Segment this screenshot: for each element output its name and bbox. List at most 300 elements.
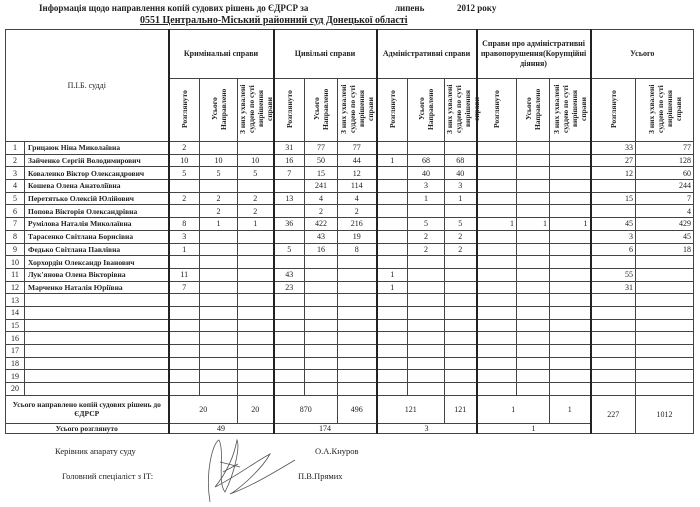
table-cell: 1 bbox=[408, 192, 445, 205]
table-cell bbox=[408, 357, 445, 370]
table-cell bbox=[517, 192, 550, 205]
table-cell: 1 bbox=[377, 154, 408, 167]
judge-name: Попова Вікторія Олександрівна bbox=[25, 205, 169, 218]
table-row bbox=[6, 281, 694, 294]
table-cell bbox=[550, 345, 591, 358]
table-cell bbox=[550, 180, 591, 193]
table-row bbox=[6, 294, 694, 307]
table-cell bbox=[477, 370, 517, 383]
table-cell: 68 bbox=[408, 154, 445, 167]
table-cell: 55 bbox=[591, 268, 636, 281]
row-number: 18 bbox=[6, 357, 25, 370]
table-cell bbox=[636, 332, 694, 345]
judge-name bbox=[25, 383, 169, 396]
table-cell bbox=[636, 370, 694, 383]
table-cell bbox=[377, 306, 408, 319]
table-cell: 216 bbox=[338, 218, 377, 231]
table-cell: 45 bbox=[636, 230, 694, 243]
table-cell bbox=[338, 256, 377, 269]
table-cell bbox=[550, 230, 591, 243]
table-cell: 19 bbox=[338, 230, 377, 243]
table-cell bbox=[636, 357, 694, 370]
table-cell: 3 bbox=[408, 180, 445, 193]
table-cell bbox=[377, 180, 408, 193]
table-cell bbox=[377, 205, 408, 218]
table-cell bbox=[238, 243, 274, 256]
table-cell: 16 bbox=[305, 243, 338, 256]
table-cell: 3 bbox=[445, 180, 477, 193]
table-cell: 7 bbox=[636, 192, 694, 205]
table-cell bbox=[550, 154, 591, 167]
table-cell bbox=[169, 370, 200, 383]
table-cell bbox=[517, 154, 550, 167]
table-cell bbox=[445, 268, 477, 281]
table-cell: 3 bbox=[169, 230, 200, 243]
table-cell bbox=[591, 357, 636, 370]
sub-header bbox=[591, 79, 636, 142]
row-number: 17 bbox=[6, 345, 25, 358]
totals-decided-cell: 20 bbox=[238, 395, 274, 423]
table-cell bbox=[550, 294, 591, 307]
row-number: 19 bbox=[6, 370, 25, 383]
table-cell bbox=[517, 345, 550, 358]
table-cell bbox=[550, 306, 591, 319]
totals-reviewed-label: Усього розглянуто bbox=[6, 423, 169, 433]
totals-sent-cell: 20 bbox=[169, 395, 238, 423]
table-cell bbox=[408, 142, 445, 155]
sub-header-label: Розглянуто bbox=[387, 90, 397, 128]
judge-name bbox=[25, 306, 169, 319]
table-cell: 10 bbox=[200, 154, 238, 167]
table-cell: 16 bbox=[274, 154, 305, 167]
table-cell bbox=[636, 345, 694, 358]
table-cell bbox=[477, 306, 517, 319]
judge-name-header: П.І.Б. судді bbox=[6, 30, 169, 142]
table-cell bbox=[550, 243, 591, 256]
table-cell: 40 bbox=[408, 167, 445, 180]
table-cell bbox=[305, 370, 338, 383]
table-cell bbox=[550, 281, 591, 294]
table-cell bbox=[200, 306, 238, 319]
table-cell bbox=[238, 256, 274, 269]
table-cell bbox=[445, 370, 477, 383]
table-cell bbox=[550, 192, 591, 205]
table-cell bbox=[636, 294, 694, 307]
sub-header-label: З них ухвалені суддею по суті вирішення справи bbox=[551, 84, 588, 134]
table-cell bbox=[338, 357, 377, 370]
table-cell: 241 bbox=[305, 180, 338, 193]
row-number: 8 bbox=[6, 230, 25, 243]
table-cell: 114 bbox=[338, 180, 377, 193]
table-cell bbox=[591, 370, 636, 383]
row-number: 3 bbox=[6, 167, 25, 180]
sub-header-label: Усього Направлено bbox=[312, 88, 330, 130]
table-cell bbox=[477, 357, 517, 370]
sub-header-label: Усього Направлено bbox=[209, 88, 228, 130]
table-cell bbox=[445, 383, 477, 396]
table-cell bbox=[377, 256, 408, 269]
table-cell: 6 bbox=[591, 243, 636, 256]
table-cell bbox=[169, 256, 200, 269]
table-cell bbox=[517, 243, 550, 256]
totals-reviewed-cell: 174 bbox=[274, 423, 377, 433]
judge-name bbox=[25, 345, 169, 358]
table-cell bbox=[408, 294, 445, 307]
table-cell bbox=[274, 205, 305, 218]
table-cell bbox=[477, 294, 517, 307]
totals-decided-cell: 121 bbox=[445, 395, 477, 423]
signatory-name-2: П.В.Прямих bbox=[298, 471, 343, 481]
table-cell bbox=[477, 230, 517, 243]
group-header: Цивільні справи bbox=[274, 30, 377, 79]
totals-reviewed-cell: 1 bbox=[477, 423, 591, 433]
table-cell bbox=[550, 370, 591, 383]
table-cell bbox=[408, 256, 445, 269]
table-cell bbox=[517, 268, 550, 281]
group-header-row bbox=[6, 30, 694, 79]
signatory-role-1: Керівник апарату суду bbox=[55, 446, 136, 456]
year: 2012 року bbox=[457, 3, 497, 13]
table-cell bbox=[408, 332, 445, 345]
row-number: 5 bbox=[6, 192, 25, 205]
table-cell bbox=[408, 306, 445, 319]
sub-header bbox=[377, 79, 408, 142]
table-cell bbox=[274, 345, 305, 358]
judge-name: Румілова Наталія Миколаївна bbox=[25, 218, 169, 231]
table-cell bbox=[408, 345, 445, 358]
table-cell: 10 bbox=[238, 154, 274, 167]
table-cell bbox=[550, 319, 591, 332]
table-cell: 31 bbox=[591, 281, 636, 294]
judge-name bbox=[25, 319, 169, 332]
table-cell bbox=[377, 142, 408, 155]
month: липень bbox=[395, 3, 425, 13]
table-cell: 10 bbox=[169, 154, 200, 167]
table-cell bbox=[550, 357, 591, 370]
table-cell: 27 bbox=[591, 154, 636, 167]
table-cell bbox=[238, 180, 274, 193]
table-cell: 1 bbox=[377, 281, 408, 294]
grand-total-reviewed: 227 bbox=[591, 395, 636, 433]
table-row bbox=[6, 142, 694, 155]
table-cell bbox=[338, 345, 377, 358]
table-cell bbox=[591, 306, 636, 319]
table-cell bbox=[591, 205, 636, 218]
table-cell bbox=[477, 142, 517, 155]
table-cell: 15 bbox=[305, 167, 338, 180]
table-cell bbox=[200, 370, 238, 383]
sub-header bbox=[338, 79, 377, 142]
table-cell bbox=[517, 383, 550, 396]
grand-total-decided: 1012 bbox=[636, 395, 694, 433]
table-cell bbox=[200, 256, 238, 269]
table-cell bbox=[517, 332, 550, 345]
table-cell bbox=[445, 306, 477, 319]
table-row bbox=[6, 218, 694, 231]
sub-header-label: З них ухвалені суддею по суті вирішення справи bbox=[646, 84, 683, 134]
table-cell bbox=[477, 345, 517, 358]
table-cell bbox=[200, 319, 238, 332]
table-cell bbox=[445, 142, 477, 155]
table-cell: 1 bbox=[238, 218, 274, 231]
group-header: Справи про адміністративні правопорушення(Корупційні діяння) bbox=[477, 30, 591, 79]
table-cell: 12 bbox=[591, 167, 636, 180]
table-cell bbox=[238, 268, 274, 281]
table-cell bbox=[445, 281, 477, 294]
table-row bbox=[6, 256, 694, 269]
table-row bbox=[6, 345, 694, 358]
table-cell bbox=[338, 332, 377, 345]
judge-name: Хорхордін Олександр Іванович bbox=[25, 256, 169, 269]
row-number: 14 bbox=[6, 306, 25, 319]
table-cell: 5 bbox=[274, 243, 305, 256]
table-cell: 5 bbox=[408, 218, 445, 231]
row-number: 10 bbox=[6, 256, 25, 269]
table-cell: 15 bbox=[591, 192, 636, 205]
table-cell: 1 bbox=[445, 192, 477, 205]
table-cell bbox=[636, 383, 694, 396]
table-cell bbox=[274, 180, 305, 193]
table-cell bbox=[238, 357, 274, 370]
table-cell bbox=[169, 205, 200, 218]
table-cell bbox=[305, 383, 338, 396]
table-cell bbox=[591, 332, 636, 345]
table-cell bbox=[517, 167, 550, 180]
row-number: 4 bbox=[6, 180, 25, 193]
table-cell: 1 bbox=[169, 243, 200, 256]
table-cell bbox=[377, 192, 408, 205]
table-cell bbox=[200, 332, 238, 345]
row-number: 13 bbox=[6, 294, 25, 307]
table-cell bbox=[477, 205, 517, 218]
table-cell bbox=[274, 383, 305, 396]
table-cell bbox=[238, 370, 274, 383]
table-cell bbox=[517, 180, 550, 193]
table-cell bbox=[338, 268, 377, 281]
table-cell: 2 bbox=[169, 192, 200, 205]
table-cell bbox=[377, 319, 408, 332]
table-cell: 77 bbox=[636, 142, 694, 155]
table-cell: 2 bbox=[169, 142, 200, 155]
judge-name: Тарасенко Світлана Борисівна bbox=[25, 230, 169, 243]
totals-sent-cell: 870 bbox=[274, 395, 338, 423]
table-cell: 1 bbox=[377, 268, 408, 281]
totals-sent-label: Усього направлено копій судових рішень до ЄДРСР bbox=[6, 395, 169, 423]
table-cell: 43 bbox=[274, 268, 305, 281]
table-cell: 33 bbox=[591, 142, 636, 155]
table-cell bbox=[636, 268, 694, 281]
table-cell bbox=[377, 357, 408, 370]
table-cell: 5 bbox=[238, 167, 274, 180]
totals-sent-cell: 1 bbox=[477, 395, 550, 423]
sub-header bbox=[636, 79, 694, 142]
table-cell: 23 bbox=[274, 281, 305, 294]
table-cell: 3 bbox=[591, 230, 636, 243]
table-cell: 244 bbox=[636, 180, 694, 193]
table-cell: 11 bbox=[169, 268, 200, 281]
table-cell: 77 bbox=[338, 142, 377, 155]
table-cell bbox=[274, 306, 305, 319]
signatory-name-1: О.А.Кнуров bbox=[315, 446, 359, 456]
handwritten-signature bbox=[195, 432, 305, 507]
table-cell bbox=[517, 357, 550, 370]
table-cell bbox=[200, 345, 238, 358]
row-number: 12 bbox=[6, 281, 25, 294]
table-cell: 2 bbox=[238, 192, 274, 205]
table-cell bbox=[169, 332, 200, 345]
table-cell: 2 bbox=[408, 243, 445, 256]
title-text: Інформація щодо направлення копій судових рішень до ЄДРСР за bbox=[39, 3, 309, 13]
totals-sent-cell: 121 bbox=[377, 395, 445, 423]
sub-header-label: Розглянуто bbox=[284, 90, 294, 128]
table-cell bbox=[274, 332, 305, 345]
table-row bbox=[6, 370, 694, 383]
table-cell bbox=[169, 294, 200, 307]
table-cell bbox=[408, 268, 445, 281]
table-cell bbox=[408, 319, 445, 332]
table-cell bbox=[200, 383, 238, 396]
table-cell bbox=[377, 167, 408, 180]
row-number: 20 bbox=[6, 383, 25, 396]
table-cell bbox=[169, 345, 200, 358]
table-cell: 2 bbox=[238, 205, 274, 218]
table-cell: 5 bbox=[445, 218, 477, 231]
table-cell: 7 bbox=[274, 167, 305, 180]
table-cell bbox=[636, 256, 694, 269]
table-cell bbox=[477, 192, 517, 205]
table-cell bbox=[517, 281, 550, 294]
table-row bbox=[6, 319, 694, 332]
table-cell bbox=[169, 357, 200, 370]
table-cell bbox=[377, 383, 408, 396]
table-cell: 31 bbox=[274, 142, 305, 155]
table-cell bbox=[169, 306, 200, 319]
table-cell bbox=[445, 205, 477, 218]
report-table bbox=[5, 29, 694, 434]
table-cell bbox=[274, 256, 305, 269]
table-row bbox=[6, 192, 694, 205]
table-cell bbox=[305, 294, 338, 307]
table-cell bbox=[591, 345, 636, 358]
table-cell bbox=[238, 319, 274, 332]
totals-reviewed-cell: 49 bbox=[169, 423, 274, 433]
table-cell bbox=[377, 294, 408, 307]
judge-name bbox=[25, 357, 169, 370]
totals-reviewed-row bbox=[6, 423, 694, 433]
sub-header bbox=[477, 79, 517, 142]
table-cell bbox=[169, 383, 200, 396]
table-cell bbox=[305, 357, 338, 370]
table-cell: 2 bbox=[200, 192, 238, 205]
table-cell bbox=[274, 370, 305, 383]
table-cell: 8 bbox=[169, 218, 200, 231]
group-header: Усього bbox=[591, 30, 694, 79]
table-row bbox=[6, 154, 694, 167]
table-cell bbox=[305, 268, 338, 281]
table-cell bbox=[338, 383, 377, 396]
table-cell bbox=[238, 383, 274, 396]
table-cell: 5 bbox=[169, 167, 200, 180]
judge-name: Лук'янова Олена Вікторівна bbox=[25, 268, 169, 281]
sub-header bbox=[517, 79, 550, 142]
sub-header-label: Розглянуто bbox=[608, 90, 618, 128]
row-number: 7 bbox=[6, 218, 25, 231]
table-row bbox=[6, 167, 694, 180]
table-cell bbox=[517, 370, 550, 383]
totals-reviewed-cell: 3 bbox=[377, 423, 477, 433]
table-cell bbox=[550, 205, 591, 218]
judge-name: Марченко Наталія Юріївна bbox=[25, 281, 169, 294]
table-cell: 2 bbox=[408, 230, 445, 243]
table-cell bbox=[274, 294, 305, 307]
table-cell bbox=[477, 167, 517, 180]
table-cell bbox=[305, 332, 338, 345]
table-cell: 40 bbox=[445, 167, 477, 180]
table-cell: 45 bbox=[591, 218, 636, 231]
sub-header bbox=[238, 79, 274, 142]
table-cell bbox=[377, 345, 408, 358]
table-cell: 128 bbox=[636, 154, 694, 167]
table-cell bbox=[408, 383, 445, 396]
table-cell bbox=[200, 357, 238, 370]
table-cell bbox=[445, 357, 477, 370]
table-cell bbox=[477, 281, 517, 294]
table-cell: 4 bbox=[305, 192, 338, 205]
table-cell bbox=[274, 357, 305, 370]
table-cell bbox=[377, 230, 408, 243]
table-cell bbox=[636, 306, 694, 319]
table-cell bbox=[274, 319, 305, 332]
table-cell bbox=[238, 294, 274, 307]
table-row bbox=[6, 268, 694, 281]
table-row bbox=[6, 357, 694, 370]
sub-header-label: Усього Направлено bbox=[524, 88, 543, 130]
table-cell bbox=[238, 281, 274, 294]
table-cell: 2 bbox=[445, 243, 477, 256]
table-cell bbox=[517, 294, 550, 307]
table-cell bbox=[238, 230, 274, 243]
group-header: Адміністративні справи bbox=[377, 30, 477, 79]
table-cell bbox=[377, 332, 408, 345]
totals-decided-cell: 496 bbox=[338, 395, 377, 423]
sub-header bbox=[550, 79, 591, 142]
sub-header-label: Усього Направлено bbox=[417, 88, 436, 130]
totals-decided-cell: 1 bbox=[550, 395, 591, 423]
table-cell bbox=[591, 256, 636, 269]
sub-header bbox=[408, 79, 445, 142]
table-cell bbox=[200, 294, 238, 307]
table-cell: 2 bbox=[445, 230, 477, 243]
table-cell bbox=[338, 319, 377, 332]
table-cell bbox=[200, 230, 238, 243]
table-cell bbox=[274, 230, 305, 243]
table-cell bbox=[200, 142, 238, 155]
table-cell: 4 bbox=[338, 192, 377, 205]
table-row bbox=[6, 332, 694, 345]
table-cell bbox=[377, 370, 408, 383]
table-cell bbox=[591, 383, 636, 396]
sub-header-label: Розглянуто bbox=[179, 90, 189, 128]
table-cell bbox=[445, 294, 477, 307]
sub-header bbox=[445, 79, 482, 142]
judge-name: Федько Світлана Павлівна bbox=[25, 243, 169, 256]
table-cell bbox=[377, 243, 408, 256]
judge-name bbox=[25, 370, 169, 383]
table-cell: 44 bbox=[338, 154, 377, 167]
sub-header-label: З них ухвалені суддею по суті вирішення справи bbox=[238, 84, 274, 134]
court-name: 0551 Центрально-Міський районний суд Донецької області bbox=[140, 15, 408, 26]
table-cell bbox=[338, 370, 377, 383]
